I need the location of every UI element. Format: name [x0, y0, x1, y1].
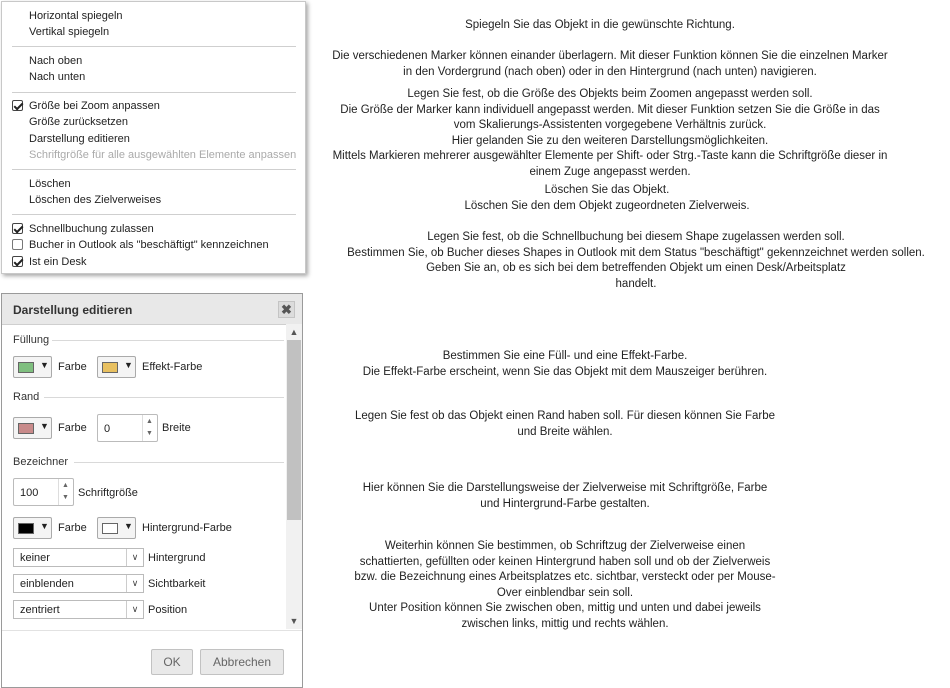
menu-item-delete[interactable]: Löschen: [29, 178, 71, 190]
position-label: Position: [148, 604, 188, 616]
help-line: schattierten, gefüllten oder keinen Hintergrund haben soll und ob der Zielverweis: [359, 555, 771, 568]
chevron-down-icon: ▼: [40, 521, 49, 531]
fill-color-label: Farbe: [58, 361, 87, 373]
background-select[interactable]: [13, 548, 144, 567]
help-border: [355, 409, 775, 440]
help-order: [332, 49, 888, 80]
dialog-footer-divider: [2, 630, 302, 631]
section-divider: [44, 397, 284, 398]
visibility-select-value: einblenden: [20, 578, 74, 590]
scroll-down-icon[interactable]: ▼: [289, 616, 299, 626]
chevron-down-icon: ▼: [124, 360, 133, 370]
stepper-up-icon[interactable]: ▲: [146, 418, 153, 425]
section-divider: [52, 340, 284, 341]
border-section-title: Rand: [13, 391, 40, 403]
menu-item-zoom-size[interactable]: Größe bei Zoom anpassen: [29, 100, 160, 112]
menu-item-move-up[interactable]: Nach oben: [29, 55, 83, 67]
position-select[interactable]: [13, 600, 144, 619]
help-more: [354, 539, 775, 632]
border-width-label: Breite: [162, 422, 191, 434]
font-size-value[interactable]: 100: [20, 487, 39, 499]
zoom-size-checkbox[interactable]: [12, 100, 23, 111]
chevron-down-icon: ∨: [126, 575, 143, 592]
edit-display-dialog: [1, 293, 303, 688]
chevron-down-icon: ▼: [40, 360, 49, 370]
menu-item-flip-vertical[interactable]: Vertikal spiegeln: [29, 26, 110, 38]
help-line: Die Effekt-Farbe erscheint, wenn Sie das Objekt mit dem Mauszeiger berühren.: [362, 365, 768, 378]
font-size-stepper[interactable]: [13, 478, 74, 506]
visibility-label: Sichtbarkeit: [148, 578, 206, 590]
help-line: einem Zuge angepasst werden.: [529, 165, 691, 178]
help-line: bzw. die Bezeichnung eines Arbeitsplatzes etc. sichtbar, versteckt oder per Mouse-: [354, 571, 776, 583]
help-line: handelt.: [615, 277, 657, 290]
help-line: Die Größe der Marker kann individuell angepasst werden. Mit dieser Funktion setzen Sie die Größe in das: [340, 103, 880, 116]
stepper-up-icon[interactable]: ▲: [62, 482, 69, 489]
help-line: und Hintergrund-Farbe gestalten.: [480, 497, 650, 510]
text-color-label: Farbe: [58, 522, 87, 534]
help-line: Geben Sie an, ob es sich bei dem betreffenden Objekt um einen Desk/Arbeitsplatz: [426, 262, 846, 274]
border-width-stepper[interactable]: [97, 414, 158, 442]
background-label: Hintergrund: [148, 552, 206, 564]
quick-booking-checkbox[interactable]: [12, 223, 23, 234]
border-width-value[interactable]: 0: [104, 423, 111, 435]
visibility-select[interactable]: [13, 574, 144, 593]
stepper-down-icon[interactable]: ▼: [62, 494, 69, 501]
chevron-down-icon: ∨: [126, 549, 143, 566]
menu-item-edit-display[interactable]: Darstellung editieren: [29, 133, 130, 145]
menu-separator: [12, 92, 296, 93]
menu-item-quick-booking[interactable]: Schnellbuchung zulassen: [29, 223, 154, 235]
ok-button[interactable]: OK: [151, 649, 193, 675]
help-line: in den Vordergrund (nach oben) oder in den Hintergrund (nach unten) navigieren.: [403, 65, 817, 78]
menu-item-delete-target[interactable]: Löschen des Zielverweises: [29, 194, 162, 206]
help-booking: [347, 230, 925, 292]
help-line: Hier gelanden Sie zu den weiteren Darstellungsmöglichkeiten.: [451, 134, 769, 147]
help-fill: [363, 349, 767, 380]
outlook-busy-checkbox[interactable]: [12, 239, 23, 250]
help-line: Weiterhin können Sie bestimmen, ob Schriftzug der Zielverweise einen: [384, 540, 746, 552]
font-size-label: Schriftgröße: [78, 487, 138, 499]
help-size: [333, 87, 888, 180]
help-line: zwischen links, mittig und rechts wählen.: [461, 617, 669, 630]
menu-item-is-desk[interactable]: Ist ein Desk: [29, 256, 87, 268]
help-line: Bestimmen Sie eine Füll- und eine Effekt-Farbe.: [442, 350, 688, 362]
fill-color-button[interactable]: [13, 356, 52, 378]
border-color-swatch: [18, 423, 34, 434]
help-line: Bestimmen Sie, ob Bucher dieses Shapes in Outlook mit dem Status "beschäftigt" gekennzeichnet werden sollen.: [347, 246, 925, 259]
help-line: Mittels Markieren mehrerer ausgewählter Elemente per Shift- oder Strg.-Taste kann die Schriftgröße dieser in: [332, 150, 888, 162]
help-line: Over einblendbar sein soll.: [496, 586, 634, 599]
help-line: Unter Position können Sie zwischen oben, mittig und unten und dabei jeweils: [369, 602, 761, 614]
border-color-button[interactable]: [13, 417, 52, 439]
scrollbar-thumb[interactable]: [287, 340, 301, 520]
help-delete: [464, 183, 749, 214]
help-line: Legen Sie fest, ob die Größe des Objekts beim Zoomen angepasst werden soll.: [407, 88, 813, 100]
context-menu: [1, 1, 306, 274]
help-line: Löschen Sie das Objekt.: [544, 184, 670, 196]
help-flip: Spiegeln Sie das Objekt in die gewünschte Richtung.: [465, 19, 735, 31]
fill-color-swatch: [18, 362, 34, 373]
help-line: Löschen Sie den dem Objekt zugeordneten Zielverweis.: [464, 199, 750, 212]
chevron-down-icon: ∨: [126, 601, 143, 618]
dialog-scrollbar[interactable]: [286, 324, 302, 629]
help-line: Die verschiedenen Marker können einander überlagern. Mit dieser Funktion können Sie die einzelnen Marker: [332, 50, 888, 62]
dialog-titlebar[interactable]: [2, 294, 302, 325]
help-line: Legen Sie fest ob das Objekt einen Rand haben soll. Für diesen können Sie Farbe: [354, 410, 776, 422]
section-divider: [74, 462, 284, 463]
background-color-swatch: [102, 523, 118, 534]
dialog-title: Darstellung editieren: [13, 303, 133, 317]
stepper-buttons[interactable]: [142, 415, 157, 441]
chevron-down-icon: ▼: [124, 521, 133, 531]
help-line: Hier können Sie die Darstellungsweise der Zielverweise mit Schriftgröße, Farbe: [362, 482, 768, 494]
help-line: Legen Sie fest, ob die Schnellbuchung bei diesem Shape zugelassen werden soll.: [427, 231, 845, 243]
label-section-title: Bezeichner: [13, 456, 69, 468]
background-select-value: keiner: [20, 552, 50, 564]
menu-item-move-down[interactable]: Nach unten: [29, 71, 86, 83]
menu-separator: [12, 46, 296, 47]
chevron-down-icon: ▼: [40, 421, 49, 431]
text-color-button[interactable]: [13, 517, 52, 539]
border-color-label: Farbe: [58, 422, 87, 434]
menu-item-outlook-busy[interactable]: Bucher in Outlook als "beschäftigt" kennzeichnen: [29, 239, 269, 251]
position-select-value: zentriert: [20, 604, 60, 616]
stepper-down-icon[interactable]: ▼: [146, 430, 153, 437]
menu-separator: [12, 214, 296, 215]
scroll-up-icon[interactable]: ▲: [289, 327, 299, 337]
help-line: und Breite wählen.: [517, 425, 613, 438]
help-label: [363, 481, 768, 512]
menu-separator: [12, 169, 296, 170]
help-line: vom Skalierungs-Assistenten vorgegebene Verhältnis zurück.: [453, 119, 767, 131]
background-color-button[interactable]: [97, 517, 136, 539]
effect-color-swatch: [102, 362, 118, 373]
effect-color-button[interactable]: [97, 356, 136, 378]
is-desk-checkbox[interactable]: [12, 256, 23, 267]
text-color-swatch: [18, 523, 34, 534]
close-icon[interactable]: ✖: [278, 301, 295, 318]
background-color-label: Hintergrund-Farbe: [142, 522, 232, 534]
cancel-button[interactable]: Abbrechen: [200, 649, 284, 675]
effect-color-label: Effekt-Farbe: [142, 361, 203, 373]
menu-item-flip-horizontal[interactable]: Horizontal spiegeln: [29, 10, 123, 22]
menu-item-font-size-all: Schriftgröße für alle ausgewählten Elemente anpassen: [29, 149, 297, 161]
menu-item-reset-size[interactable]: Größe zurücksetzen: [29, 116, 129, 128]
stepper-buttons[interactable]: [58, 479, 73, 505]
fill-section-title: Füllung: [13, 334, 50, 346]
